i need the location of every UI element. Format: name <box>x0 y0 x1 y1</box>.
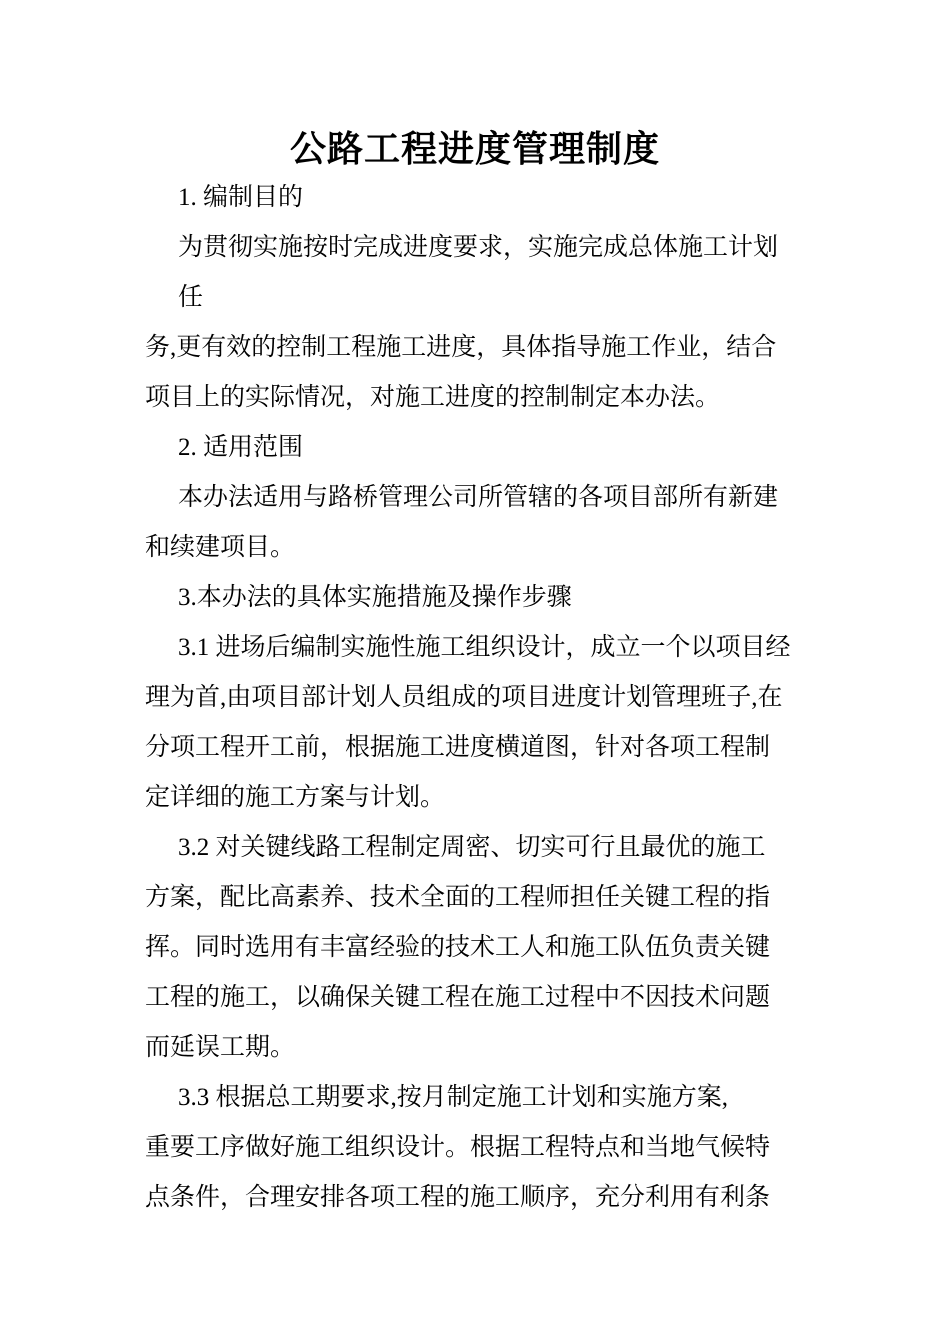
paragraph-line: 点条件，合理安排各项工程的施工顺序，充分利用有利条 <box>145 1184 771 1211</box>
section-heading: 2. 适用范围 <box>178 434 304 461</box>
paragraph-line: 重要工序做好施工组织设计。根据工程特点和当地气候特 <box>145 1134 771 1161</box>
section-heading: 1. 编制目的 <box>178 184 304 211</box>
paragraph-line: 任 <box>178 284 204 311</box>
paragraph-line: 为贯彻实施按时完成进度要求，实施完成总体施工计划 <box>178 234 779 261</box>
paragraph-line: 方案，配比高素养、技术全面的工程师担任关键工程的指 <box>145 884 771 911</box>
paragraph-line: 3.1 进场后编制实施性施工组织设计，成立一个以项目经 <box>178 634 791 661</box>
paragraph-line: 和续建项目。 <box>145 534 296 561</box>
paragraph-line: 挥。同时选用有丰富经验的技术工人和施工队伍负责关键 <box>145 934 771 961</box>
paragraph-line: 项目上的实际情况，对施工进度的控制制定本办法。 <box>145 384 721 411</box>
document-title: 公路工程进度管理制度 <box>289 129 660 169</box>
paragraph-line: 分项工程开工前，根据施工进度横道图，针对各项工程制 <box>145 734 771 761</box>
paragraph-line: 工程的施工，以确保关键工程在施工过程中不因技术问题 <box>145 984 771 1011</box>
paragraph-line: 3.2 对关键线路工程制定周密、切实可行且最优的施工 <box>178 834 766 861</box>
paragraph-line: 3.3 根据总工期要求,按月制定施工计划和实施方案, <box>178 1084 729 1111</box>
paragraph-line: 而延误工期。 <box>145 1034 296 1061</box>
paragraph-line: 本办法适用与路桥管理公司所管辖的各项目部所有新建 <box>178 484 779 511</box>
paragraph-line: 理为首,由项目部计划人员组成的项目进度计划管理班子,在 <box>145 684 783 711</box>
section-heading: 3.本办法的具体实施措施及操作步骤 <box>178 584 572 611</box>
paragraph-line: 务,更有效的控制工程施工进度，具体指导施工作业，结合 <box>145 334 777 361</box>
paragraph-line: 定详细的施工方案与计划。 <box>145 784 446 811</box>
